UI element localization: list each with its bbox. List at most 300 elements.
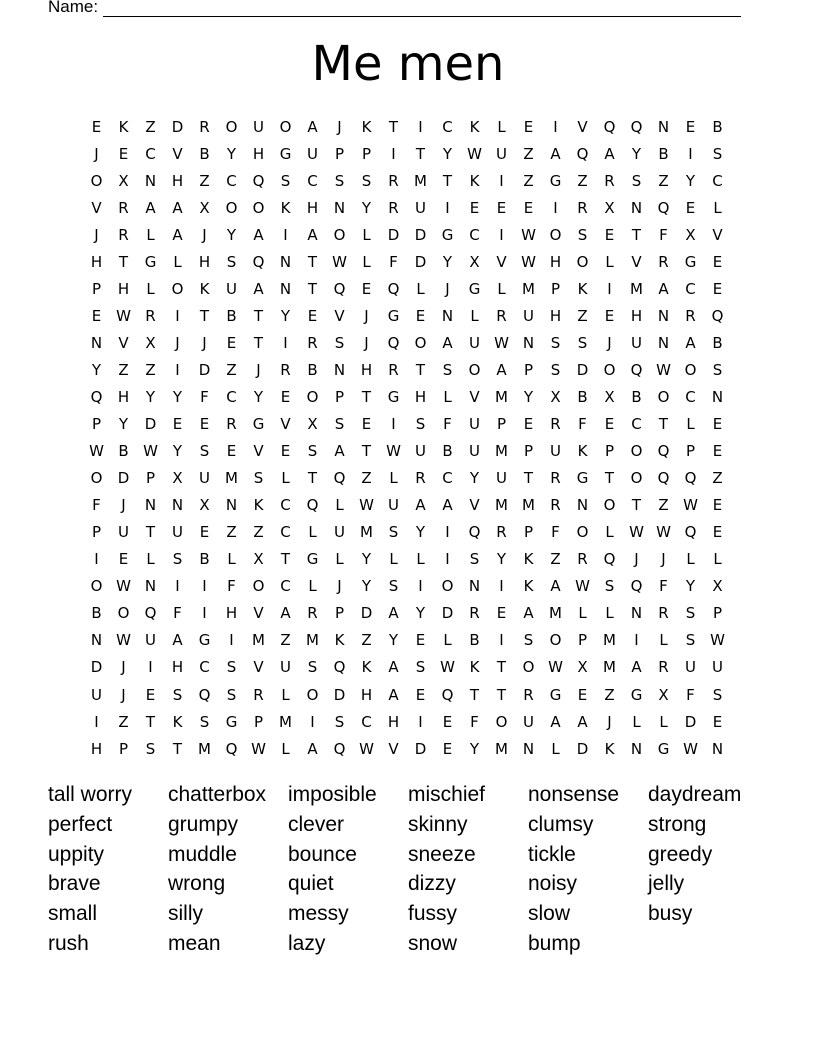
grid-letter: S [172,685,183,704]
grid-letter: U [172,523,183,542]
grid-letter: N [576,496,589,515]
grid-letter: N [144,171,157,190]
grid-row [83,194,731,221]
grid-letter: B [712,117,723,136]
grid-letter: I [499,171,504,190]
grid-letter: S [226,685,237,704]
grid-letter: Q [657,198,670,217]
grid-letter: R [415,469,426,488]
grid-letter: E [307,306,318,325]
grid-letter: H [117,279,130,298]
word-list-item: clever [288,812,345,836]
grid-letter: V [631,252,642,271]
grid-letter: G [549,685,562,704]
grid-letter: L [281,685,290,704]
grid-letter: A [253,279,264,298]
grid-letter: R [388,360,399,379]
word-list-item: tickle [528,842,576,866]
grid-letter: A [307,739,318,758]
grid-letter: E [199,415,210,434]
grid-letter: R [550,469,561,488]
grid-letter: Q [684,469,697,488]
word-list-item: muddle [168,842,237,866]
grid-letter: C [442,117,453,136]
grid-letter: S [415,658,426,677]
grid-letter: M [360,523,373,542]
word-list-item: strong [648,812,707,836]
grid-letter: Z [604,685,615,704]
grid-letter: T [361,387,372,406]
grid-letter: S [712,685,723,704]
grid-letter: P [334,387,345,406]
grid-letter: A [388,685,399,704]
grid-letter: M [495,442,508,461]
grid-letter: S [199,712,210,731]
grid-letter: S [523,631,534,650]
grid-letter: W [521,252,536,271]
grid-letter: N [90,631,103,650]
grid-letter: W [116,631,131,650]
grid-letter: Z [118,360,129,379]
grid-letter: U [469,415,480,434]
grid-letter: L [146,225,155,244]
grid-letter: P [712,604,723,623]
grid-letter: A [685,333,696,352]
grid-letter: N [279,252,292,271]
grid-letter: A [280,604,291,623]
grid-letter: Y [631,144,642,163]
grid-letter: W [89,442,104,461]
name-field [48,0,741,17]
grid-letter: X [685,225,696,244]
grid-letter: U [118,523,129,542]
grid-letter: M [630,279,643,298]
word-list-item: daydream [648,783,742,806]
grid-letter: S [388,577,399,596]
grid-letter: F [578,415,587,434]
grid-letter: R [388,171,399,190]
grid-letter: C [631,415,642,434]
grid-letter: N [144,496,157,515]
grid-row [83,275,731,302]
grid-letter: G [468,279,481,298]
grid-letter: E [523,415,534,434]
grid-letter: I [445,550,450,569]
grid-letter: V [334,306,345,325]
grid-letter: Y [226,225,237,244]
grid-letter: Y [361,198,372,217]
grid-letter: V [469,387,480,406]
grid-letter: S [226,252,237,271]
grid-letter: S [577,333,588,352]
grid-letter: J [175,333,180,352]
grid-letter: U [253,117,264,136]
grid-letter: E [523,198,534,217]
grid-letter: T [496,658,507,677]
grid-letter: X [172,469,183,488]
grid-letter: Q [387,333,400,352]
grid-letter: H [360,360,373,379]
grid-letter: S [388,523,399,542]
grid-letter: E [199,523,210,542]
grid-letter: F [443,415,452,434]
grid-letter: Q [90,387,103,406]
grid-letter: Z [658,496,669,515]
grid-letter: W [386,442,401,461]
grid-letter: L [146,550,155,569]
grid-letter: Y [442,252,453,271]
grid-letter: O [252,577,265,596]
grid-letter: S [307,442,318,461]
name-blank-line [103,1,741,17]
grid-letter: E [442,712,453,731]
grid-letter: X [118,171,129,190]
grid-letter: W [575,577,590,596]
grid-letter: Y [361,550,372,569]
grid-letter: F [686,685,695,704]
grid-letter: L [713,198,722,217]
grid-letter: E [712,712,723,731]
grid-row [83,492,731,519]
grid-letter: X [658,685,669,704]
grid-letter: O [252,198,265,217]
grid-letter: U [469,333,480,352]
grid-letter: A [523,604,534,623]
grid-letter: E [415,631,426,650]
grid-letter: A [442,333,453,352]
grid-letter: B [307,360,318,379]
grid-letter: X [199,198,210,217]
grid-letter: E [280,387,291,406]
grid-letter: R [118,198,129,217]
grid-letter: R [577,550,588,569]
grid-letter: R [658,604,669,623]
grid-letter: N [657,333,670,352]
grid-letter: O [603,360,616,379]
grid-letter: J [94,144,99,163]
grid-letter: D [414,225,427,244]
grid-letter: Q [603,117,616,136]
grid-letter: J [634,550,639,569]
grid-letter: L [416,550,425,569]
grid-letter: V [253,658,264,677]
grid-letter: M [495,387,508,406]
grid-letter: E [712,523,723,542]
grid-letter: V [172,144,183,163]
word-list-item: wrong [168,872,226,896]
grid-letter: Q [252,252,265,271]
grid-row [83,167,731,194]
grid-letter: B [199,550,210,569]
grid-letter: X [550,387,561,406]
grid-letter: W [116,577,131,596]
grid-letter: L [335,496,344,515]
grid-letter: G [657,739,670,758]
grid-row [83,546,731,573]
grid-letter: Q [252,171,265,190]
grid-letter: I [634,631,639,650]
grid-letter: N [90,333,103,352]
grid-letter: Z [577,171,588,190]
grid-letter: E [469,198,480,217]
grid-letter: K [361,117,372,136]
grid-letter: I [310,712,315,731]
grid-letter: T [307,469,318,488]
grid-row [83,329,731,356]
grid-letter: D [441,604,454,623]
grid-letter: R [307,604,318,623]
grid-letter: C [145,144,156,163]
grid-letter: T [604,469,615,488]
grid-letter: H [306,198,319,217]
grid-letter: I [283,225,288,244]
grid-letter: Z [361,469,372,488]
word-list-item: skinny [408,812,468,836]
grid-letter: S [577,225,588,244]
grid-letter: T [631,225,642,244]
grid-letter: R [118,225,129,244]
grid-letter: U [91,685,102,704]
grid-letter: O [117,604,130,623]
grid-letter: X [577,658,588,677]
grid-letter: T [307,279,318,298]
grid-letter: K [577,442,588,461]
grid-letter: S [469,550,480,569]
grid-letter: J [607,333,612,352]
grid-letter: S [685,604,696,623]
grid-letter: M [495,496,508,515]
grid-letter: B [442,442,453,461]
grid-row [83,356,731,383]
grid-letter: O [684,360,697,379]
grid-letter: I [688,144,693,163]
grid-letter: L [389,469,398,488]
grid-letter: T [388,117,399,136]
grid-letter: H [414,387,427,406]
grid-letter: O [441,577,454,596]
grid-letter: Q [333,739,346,758]
grid-letter: G [144,252,157,271]
word-list-item: slow [528,902,571,926]
grid-letter: U [469,442,480,461]
word-list-item: dizzy [408,872,456,896]
grid-letter: T [145,523,156,542]
grid-letter: A [334,442,345,461]
grid-letter: C [280,577,291,596]
grid-letter: P [550,279,561,298]
grid-letter: N [333,360,346,379]
grid-letter: E [118,144,129,163]
grid-letter: H [360,685,373,704]
grid-letter: E [685,117,696,136]
grid-letter: N [468,577,481,596]
grid-letter: N [630,739,643,758]
grid-letter: F [92,496,101,515]
grid-letter: H [90,739,103,758]
grid-letter: S [307,658,318,677]
grid-letter: S [550,333,561,352]
grid-letter: Z [226,523,237,542]
grid-letter: P [91,415,102,434]
grid-row [83,438,731,465]
grid-letter: B [469,631,480,650]
grid-letter: P [604,442,615,461]
grid-letter: G [549,171,562,190]
grid-letter: I [148,658,153,677]
grid-letter: Y [172,387,183,406]
grid-letter: T [145,712,156,731]
grid-letter: L [605,252,614,271]
grid-letter: A [550,712,561,731]
grid-letter: L [686,550,695,569]
grid-letter: S [712,360,723,379]
grid-letter: J [661,550,666,569]
grid-letter: G [225,712,238,731]
word-list-item: chatterbox [168,783,267,806]
word-list-item: snow [408,931,458,955]
grid-letter: D [198,360,211,379]
grid-letter: L [281,469,290,488]
grid-letter: O [576,523,589,542]
grid-letter: M [252,631,265,650]
grid-letter: H [171,171,184,190]
grid-letter: J [121,496,126,515]
grid-letter: R [307,333,318,352]
grid-letter: Z [361,631,372,650]
grid-letter: E [712,279,723,298]
word-list-item: brave [48,872,101,896]
grid-letter: X [604,387,615,406]
grid-letter: J [364,306,369,325]
grid-letter: I [499,225,504,244]
grid-letter: H [630,306,643,325]
grid-letter: L [659,712,668,731]
grid-letter: E [145,685,156,704]
grid-letter: Z [145,117,156,136]
grid-letter: Y [145,387,156,406]
grid-letter: I [202,577,207,596]
grid-letter: H [171,658,184,677]
grid-letter: P [577,631,588,650]
grid-letter: T [253,306,264,325]
grid-letter: U [496,469,507,488]
grid-letter: L [308,577,317,596]
grid-letter: L [659,631,668,650]
grid-letter: O [279,117,292,136]
grid-letter: K [118,117,129,136]
grid-letter: P [91,523,102,542]
grid-letter: L [713,550,722,569]
grid-letter: S [550,360,561,379]
grid-letter: C [685,279,696,298]
grid-letter: Y [361,577,372,596]
grid-letter: K [469,658,480,677]
grid-letter: X [253,550,264,569]
grid-letter: D [333,685,346,704]
grid-letter: E [442,739,453,758]
grid-letter: A [172,225,183,244]
name-label: Name: [48,0,99,16]
grid-letter: W [629,523,644,542]
grid-letter: A [496,360,507,379]
grid-letter: K [469,117,480,136]
grid-letter: S [145,739,156,758]
grid-letter: Y [253,387,264,406]
grid-letter: P [496,415,507,434]
grid-letter: Q [333,658,346,677]
grid-letter: U [523,712,534,731]
grid-letter: Q [630,577,643,596]
grid-letter: H [549,252,562,271]
grid-letter: O [603,496,616,515]
grid-letter: K [280,198,291,217]
grid-letter: Q [333,469,346,488]
grid-letter: Y [415,604,426,623]
grid-row [83,735,731,762]
grid-letter: I [175,360,180,379]
grid-letter: A [550,144,561,163]
grid-letter: S [172,550,183,569]
grid-letter: N [630,604,643,623]
grid-letter: E [415,685,426,704]
grid-letter: P [523,523,534,542]
grid-letter: B [118,442,129,461]
grid-letter: D [171,117,184,136]
grid-letter: N [711,387,724,406]
grid-letter: U [550,442,561,461]
grid-letter: J [337,117,342,136]
grid-letter: L [686,415,695,434]
grid-letter: T [523,469,534,488]
grid-letter: T [280,550,291,569]
grid-letter: E [172,415,183,434]
grid-letter: I [202,604,207,623]
grid-letter: U [415,442,426,461]
grid-letter: B [712,333,723,352]
grid-letter: N [522,333,535,352]
grid-letter: X [307,415,318,434]
grid-letter: F [470,712,479,731]
grid-letter: F [551,523,560,542]
grid-letter: B [577,387,588,406]
grid-letter: L [497,117,506,136]
grid-letter: K [172,712,183,731]
grid-letter: I [445,523,450,542]
grid-letter: N [630,198,643,217]
grid-letter: G [684,252,697,271]
grid-letter: E [712,415,723,434]
grid-letter: H [90,252,103,271]
grid-letter: C [469,225,480,244]
grid-letter: H [252,144,265,163]
grid-letter: L [227,550,236,569]
word-list-item: perfect [48,812,113,836]
grid-letter: P [145,469,156,488]
grid-letter: Q [333,279,346,298]
grid-letter: Z [658,171,669,190]
grid-letter: F [389,252,398,271]
grid-letter: R [469,604,480,623]
grid-letter: E [91,306,102,325]
grid-letter: S [334,712,345,731]
grid-letter: D [387,225,400,244]
grid-letter: J [337,577,342,596]
grid-letter: Y [469,469,480,488]
grid-letter: R [523,685,534,704]
grid-row [83,708,731,735]
grid-letter: Y [415,523,426,542]
grid-letter: X [199,496,210,515]
